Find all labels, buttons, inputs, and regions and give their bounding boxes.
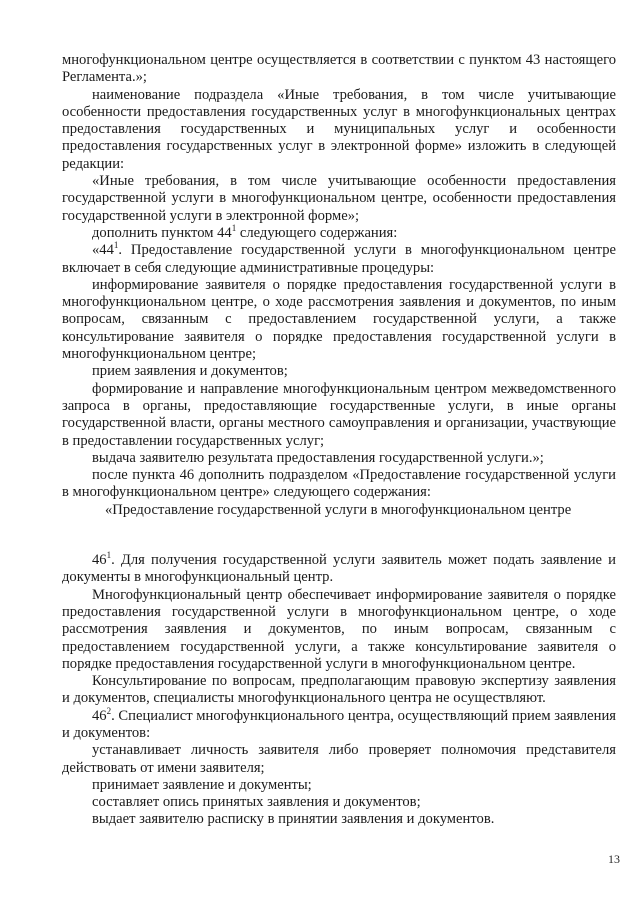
blank-space <box>62 519 616 552</box>
paragraph-new-subsection-title: «Иные требования, в том числе учитывающие особенности предоставления государственной услуги в многофункциональном центре, особенности предоставления государственной услуги в электронной форме»; <box>62 173 616 224</box>
document-page <box>62 52 616 829</box>
paragraph-add-subsection: после пункта 46 дополнить подразделом «Предоставление государственной услуги в многофункциональном центре» следующего содержания: <box>62 467 616 501</box>
text-segment: следующего содержания: <box>236 224 398 241</box>
paragraph-inventory: составляет опись принятых заявления и документов; <box>92 794 421 811</box>
subsection-heading: «Предоставление государственной услуги в многофункциональном центре <box>105 501 572 518</box>
superscript: 1 <box>106 550 112 561</box>
text-segment: 46 <box>92 707 107 724</box>
text-segment: дополнить пунктом 44 <box>92 224 232 241</box>
paragraph-item-46-1 <box>62 552 616 587</box>
paragraph-identity-check: устанавливает личность заявителя либо проверяет полномочия представителя действовать от имени заявителя; <box>62 742 616 776</box>
paragraph-mfc-informing: Многофункциональный центр обеспечивает информирование заявителя о порядке предоставления государственной услуги в многофункциональном центре, о ходе рассмотрения заявления и документов, по иным вопросам, связанным с предоставлением государственной услуги, а также консультирование заявителя о порядке предоставления государственной услуги в многофункциональном центре. <box>62 586 616 672</box>
paragraph-subsection-rename: наименование подраздела «Иные требования, в том числе учитывающие особенности предоставления государственных услуг в многофункциональных центрах предоставления государственных и муниципальных услуг и особенности предоставления государственных услуг в электронной форме» изложить в следующей редакции: <box>62 86 616 172</box>
paragraph-consulting: Консультирование по вопросам, предполагающим правовую экспертизу заявления и документов, специалисты многофункционального центра не осуществляют. <box>62 673 616 707</box>
paragraph-procedure-reception: прием заявления и документов; <box>92 363 288 380</box>
paragraph-procedure-request: формирование и направление многофункциональным центром межведомственного запроса в органы, предоставляющие государственные услуги, в иные органы государственной власти, органы местного самоуправления и организации, участвующие в предоставлении государственных услуг; <box>62 380 616 449</box>
text-segment: 46 <box>92 552 107 569</box>
paragraph-item-44-1 <box>62 242 616 277</box>
superscript: 1 <box>231 223 237 234</box>
paragraph-item-46-2 <box>62 705 616 743</box>
paragraph-accepts-documents: принимает заявление и документы; <box>92 776 312 793</box>
paragraph-procedure-informing: информирование заявителя о порядке предоставления государственной услуги в многофункциональном центре, о ходе рассмотрения заявления и документов, по иным вопросам, связанным с предоставлением государственной услуги, а также консультирование заявителя о порядке предоставления государственной услуги в многофункциональном центре; <box>62 276 616 363</box>
paragraph-receipt: выдает заявителю расписку в принятии заявления и документов. <box>92 811 495 828</box>
paragraph-continuation: многофункциональном центре осуществляется в соответствии с пунктом 43 настоящего Регламента.»; <box>62 52 616 86</box>
superscript: 2 <box>106 705 112 716</box>
text-segment: . Специалист многофункционального центра, осуществляющий прием заявления и документов: <box>62 707 616 741</box>
superscript: 1 <box>113 240 119 251</box>
paragraph-add-44-1 <box>62 225 616 242</box>
text-segment: . Для получения государственной услуги заявитель может подать заявление и документы в многофункциональный центр. <box>62 552 616 586</box>
page-number: 13 <box>608 852 620 866</box>
text-segment: . Предоставление государственной услуги в многофункциональном центре включает в себя следующие административные процедуры: <box>62 242 616 276</box>
paragraph-procedure-issuance: выдача заявителю результата предоставления государственной услуги.»; <box>92 449 544 466</box>
text-segment: «44 <box>92 242 114 259</box>
